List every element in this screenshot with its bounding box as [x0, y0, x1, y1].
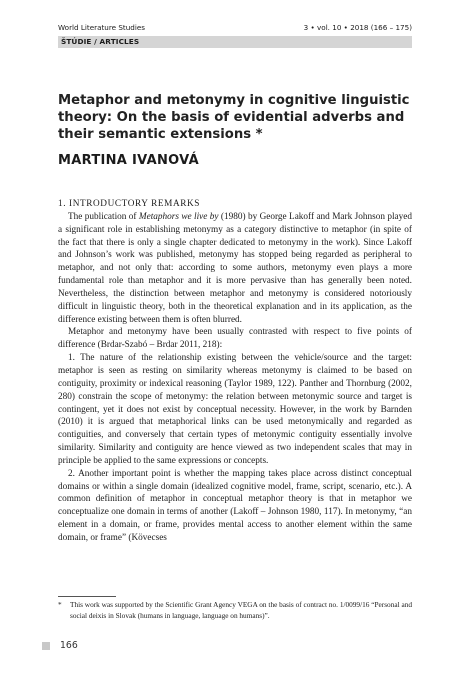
book-title: Metaphors we live by: [138, 211, 219, 222]
footnote-divider: [58, 596, 116, 597]
footnote-mark: *: [58, 600, 62, 609]
section-label: ŠTÚDIE / ARTICLES: [58, 36, 412, 48]
article-title: Metaphor and metonymy in cognitive linguistic theory: On the basis of evidential adverbs and their semantic extensions *: [58, 93, 410, 142]
footnote: [58, 600, 412, 621]
paragraph-1-rest: (1980) by George Lakoff and Mark Johnson played a significant role in establishing metonymy as a category distinctive to metaphor (in spite of the fact that there is only a single chapter dedicated to metonymy in the work). Since Lakoff and Johnson’s work was published, metonymy has stopped being regarded as peripheral to metaphor, and not only that: according to some authors, metonymy even plays a more fundamental role than metaphor and it is more pervasive than has generally been noted. Nevertheless, the distinction between metaphor and metonymy is considered notoriously difficult in linguistic theory, both in the theoretical explanation and in its application, as the difference existing between them is often blurred.: [58, 211, 413, 325]
paragraph-1-intro: The publication of: [68, 211, 139, 222]
paragraph-4: 2. Another important point is whether the mapping takes place across distinct conceptual domains or within a single domain (idealized cognitive model, frame, script, scenario, etc.). A common definition of metaphor in conceptual metaphor theory is that in metaphor we conceptualize one domain in terms of another (Lakoff – Johnson 1980, 117). In metonymy, “an element in a domain, or frame, provides mental access to another element within the same domain, or frame” (Kövecses: [58, 468, 412, 543]
page-number: 166: [60, 640, 78, 651]
journal-name: World Literature Studies: [58, 23, 146, 32]
author-name: MARTINA IVANOVÁ: [58, 153, 199, 168]
paragraph-2: Metaphor and metonymy have been usually contrasted with respect to five points of difference (Brdar-Szabó – Brdar 2011, 218):: [58, 327, 412, 351]
folio-marker: [42, 642, 50, 650]
article-body: [58, 198, 412, 545]
paragraph-3: 1. The nature of the relationship existing between the vehicle/source and the target: metaphor is seen as resting on similarity whereas metonymy is claimed to be based on contiguity, proximity or indexical reasoning (Taylor 1989, 122). Panther and Thornburg (2002, 280) constrain the scope of metonymy: the relation between metonymic source and target is contingent, yet it does not exist by conceptual necessity. However, in the work by Barnden (2010) it is argued that metaphorical links can be used metonymically and regarded as contiguities, and conversely that certain types of metonymic contiguity essentially involve similarity. Similarity and contiguity are hence viewed as two independent scales that may in principle be applied to the same expressions or concepts.: [58, 353, 412, 466]
running-head: [58, 22, 412, 34]
paragraph-1: [58, 211, 412, 327]
footnote-text: This work was supported by the Scientific Grant Agency VEGA on the basis of contract no. 1/0099/16 “Personal and social deixis in Slovak (humans in language, language on humans)”.: [70, 600, 412, 620]
issue-info: 3 • vol. 10 • 2018 (166 – 175): [303, 23, 412, 32]
section-heading: 1. INTRODUCTORY REMARKS: [58, 199, 201, 209]
